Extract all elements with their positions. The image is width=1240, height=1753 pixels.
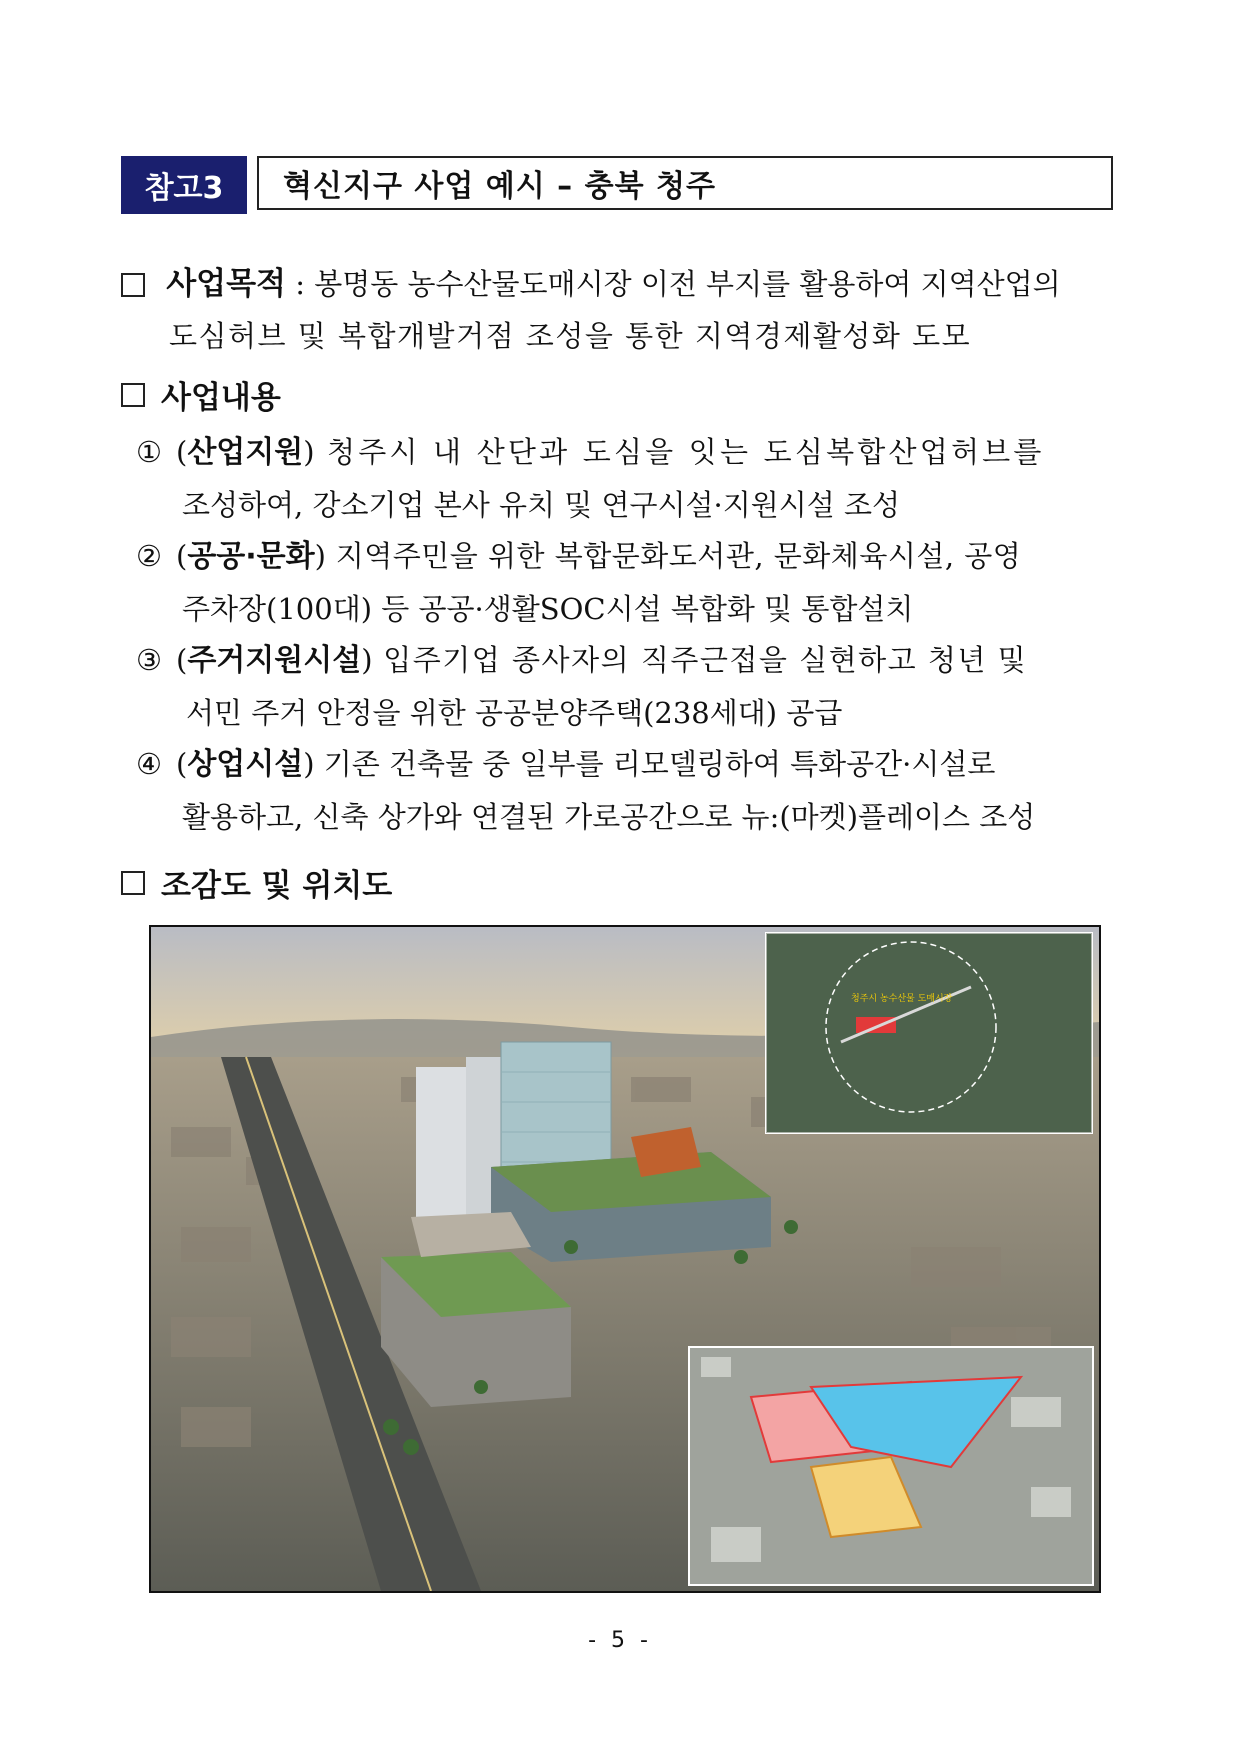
item-text-2: 활용하고, 신축 상가와 연결된 가로공간으로 뉴:(마켓)플레이스 조성 xyxy=(182,800,1036,834)
reference-tag: 참고3 xyxy=(121,156,247,214)
item-text-2: 주차장(100대) 등 공공·생활SOC시설 복합화 및 통합설치 xyxy=(182,592,914,626)
birdseye-rendering-image xyxy=(149,925,1101,1593)
item-text-1: 지역주민을 위한 복합문화도서관, 문화체육시설, 공영 xyxy=(325,539,1022,573)
location-label: 청주시 농수산물 도매시장 xyxy=(851,994,953,1004)
item-text-1: 입주기업 종사자의 직주근접을 실현하고 청년 및 xyxy=(372,643,1028,677)
item-number: ③ xyxy=(136,643,162,677)
content-item: ④ (상업시설) 기존 건축물 중 일부를 리모델링하여 특화공간·시설로 활용하고, 신축 상가와 연결된 가로공간으로 뉴:(마켓)플레이스 조성 xyxy=(136,738,1126,843)
content-heading-text: 사업내용 xyxy=(161,380,281,416)
item-text-2: 서민 주거 안정을 위한 공공분양주택(238세대) 공급 xyxy=(186,696,843,730)
reference-header xyxy=(121,156,1117,214)
checkbox-icon xyxy=(121,273,145,297)
item-tag: 공공·문화 xyxy=(187,539,315,574)
content-item: ③ (주거지원시설) 입주기업 종사자의 직주근접을 실현하고 청년 및 서민 주거 안정을 위한 공공분양주택(238세대) 공급 xyxy=(136,634,1126,739)
item-number: ④ xyxy=(136,747,162,781)
purpose-section xyxy=(121,258,1121,362)
item-text-1: 기존 건축물 중 일부를 리모델링하여 특화공간·시설로 xyxy=(314,747,996,781)
birdseye-heading xyxy=(121,860,392,905)
birdseye-heading-text: 조감도 및 위치도 xyxy=(161,868,393,904)
item-tag: 산업지원 xyxy=(187,435,304,470)
content-item: ② (공공·문화) 지역주민을 위한 복합문화도서관, 문화체육시설, 공영 주차장(100대) 등 공공·생활SOC시설 복합화 및 통합설치 xyxy=(136,530,1126,635)
purpose-text-2: 도심허브 및 복합개발거점 조성을 통한 지역경제활성화 도모 xyxy=(169,319,972,353)
checkbox-icon xyxy=(121,383,145,407)
item-number: ① xyxy=(136,435,162,469)
rendering-illustration xyxy=(151,927,1099,1591)
item-tag: 주거지원시설 xyxy=(187,643,362,678)
checkbox-icon xyxy=(121,871,145,895)
item-number: ② xyxy=(136,539,162,573)
content-heading xyxy=(121,372,281,417)
content-item: ① (산업지원) 청주시 내 산단과 도심을 잇는 도심복합산업허브를 조성하여, 강소기업 본사 유치 및 연구시설·지원시설 조성 xyxy=(136,426,1126,531)
reference-title: 혁신지구 사업 예시 – 충북 청주 xyxy=(257,156,1113,210)
purpose-label: 사업목적 xyxy=(166,266,287,302)
purpose-line-1 xyxy=(121,258,1121,310)
site-plan-inset xyxy=(689,1347,1093,1585)
location-map-inset xyxy=(766,933,1092,1133)
purpose-text-1: : 봉명동 농수산물도매시장 이전 부지를 활용하여 지역산업의 xyxy=(286,267,1061,301)
item-text-1: 청주시 내 산단과 도심을 잇는 도심복합산업허브를 xyxy=(314,435,1045,469)
page-number: - 5 - xyxy=(588,1628,652,1653)
item-tag: 상업시설 xyxy=(187,747,304,782)
item-text-2: 조성하여, 강소기업 본사 유치 및 연구시설·지원시설 조성 xyxy=(182,488,901,522)
